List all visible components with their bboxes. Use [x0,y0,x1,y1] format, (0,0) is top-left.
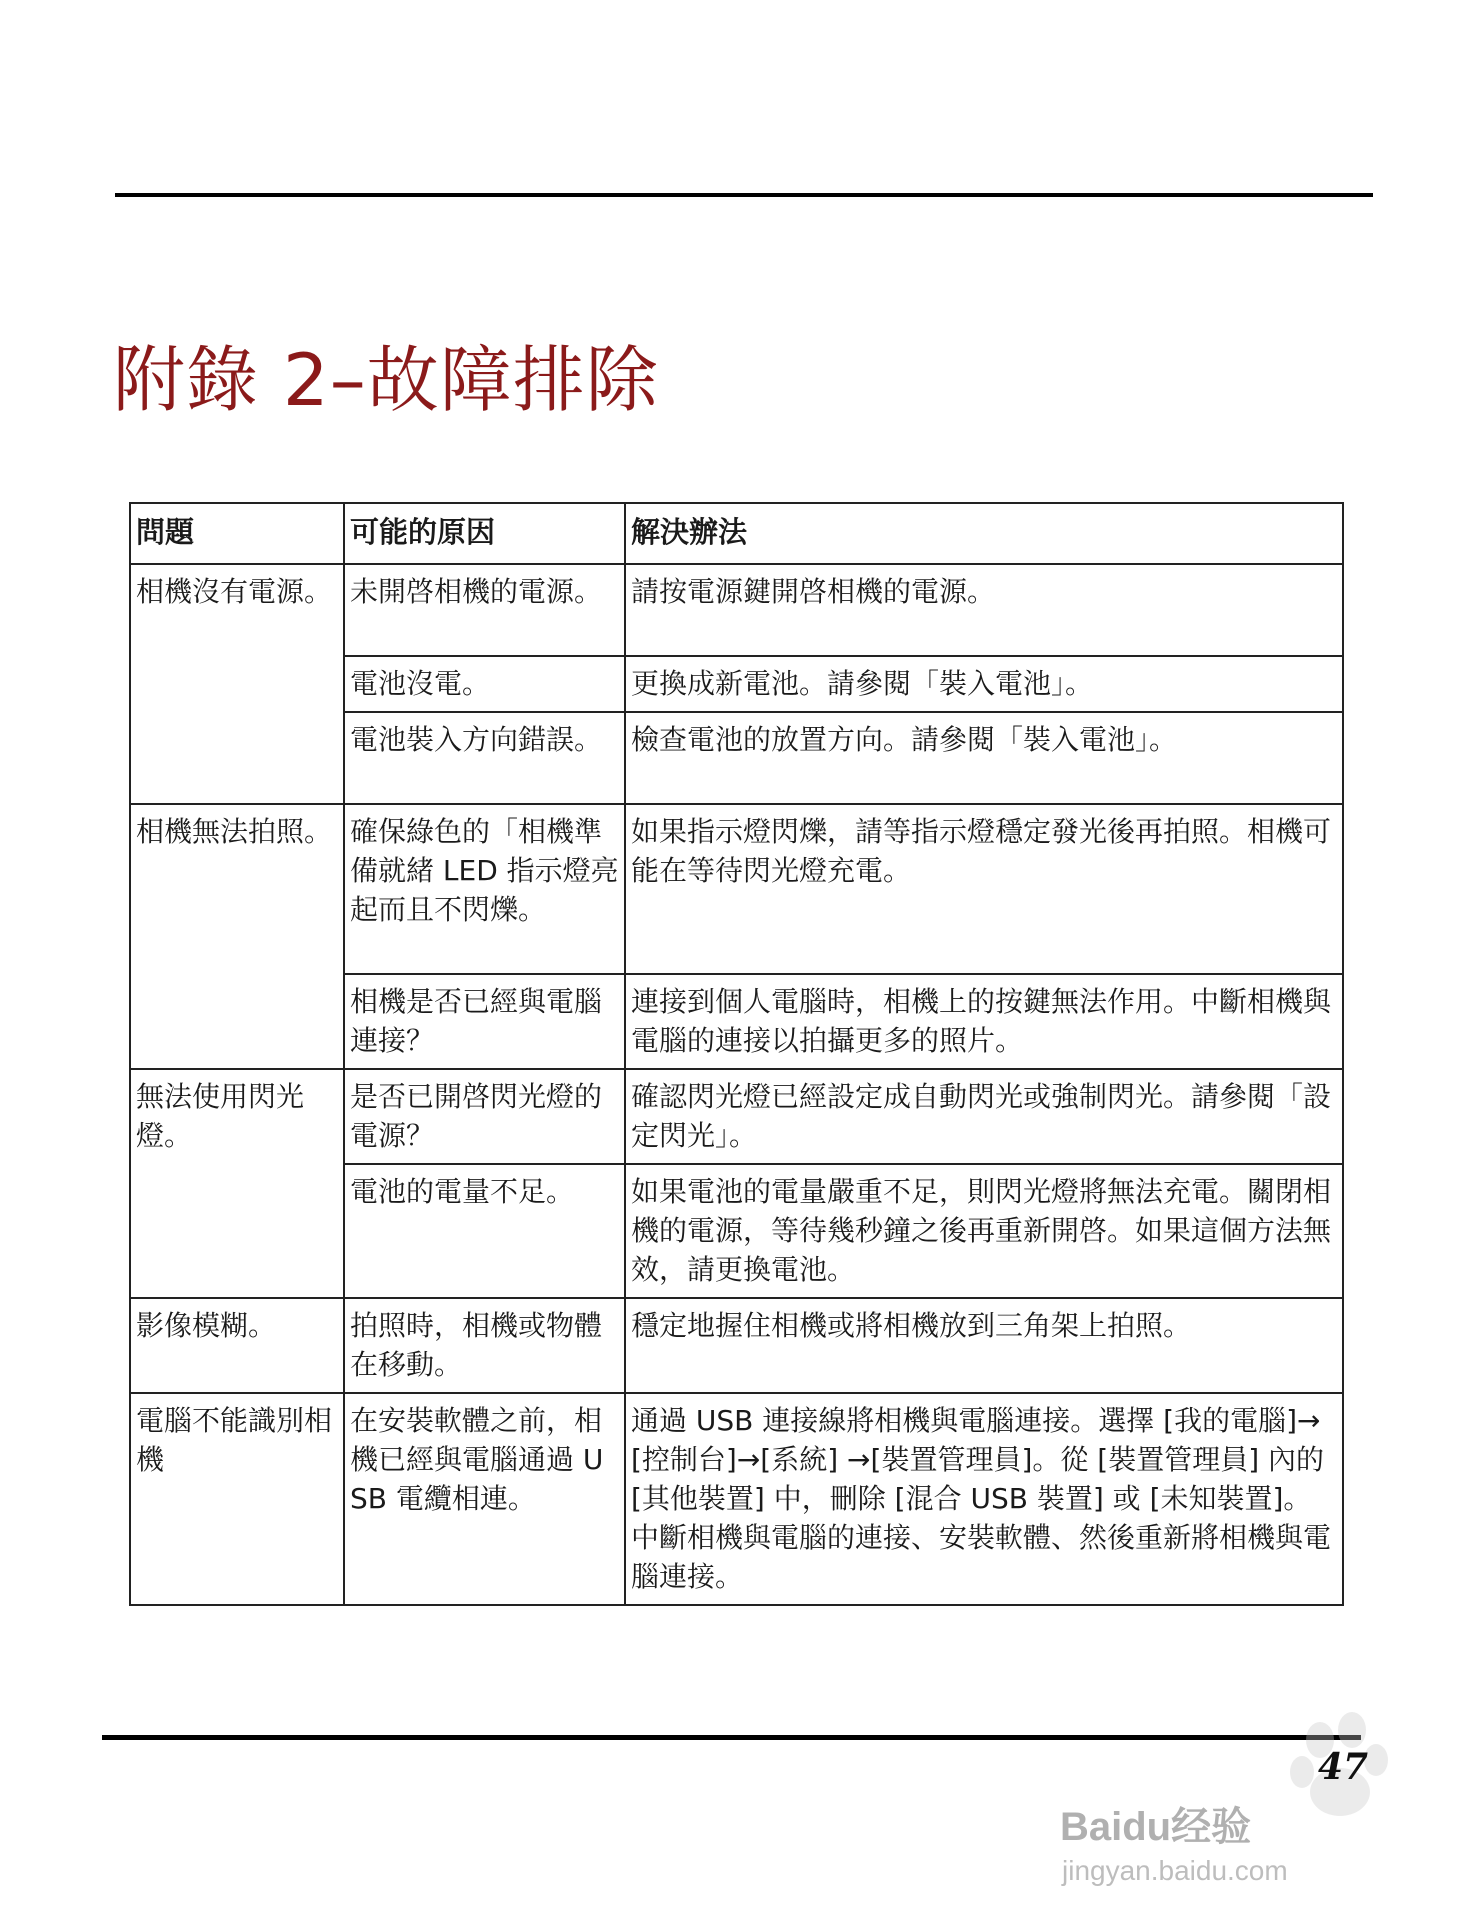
solution-cell: 確認閃光燈已經設定成自動閃光或強制閃光。請參閱「設定閃光」。 [625,1069,1343,1164]
solution-cell: 穩定地握住相機或將相機放到三角架上拍照。 [625,1298,1343,1393]
watermark-url: jingyan.baidu.com [1062,1855,1288,1886]
cause-cell: 拍照時，相機或物體在移動。 [344,1298,625,1393]
table-row [130,1393,1343,1605]
header-problem: 問題 [130,503,344,564]
table-row [130,1298,1343,1393]
cause-cell: 電池的電量不足。 [344,1164,625,1298]
problem-cell: 相機無法拍照。 [130,804,344,1069]
problem-cell: 電腦不能識別相機 [130,1393,344,1605]
problem-cell: 無法使用閃光燈。 [130,1069,344,1298]
problem-cell: 相機沒有電源。 [130,564,344,804]
cause-cell: 電池沒電。 [344,656,625,712]
header-solution: 解決辦法 [625,503,1343,564]
solution-cell: 連接到個人電腦時，相機上的按鍵無法作用。中斷相機與電腦的連接以拍攝更多的照片。 [625,974,1343,1069]
table-row [130,804,1343,974]
cause-cell: 電池裝入方向錯誤。 [344,712,625,804]
table-row [130,1069,1343,1164]
solution-cell: 請按電源鍵開啓相機的電源。 [625,564,1343,656]
solution-cell: 如果電池的電量嚴重不足，則閃光燈將無法充電。關閉相機的電源，等待幾秒鐘之後再重新開啓。如果這個方法無效，請更換電池。 [625,1164,1343,1298]
cause-cell: 相機是否已經與電腦連接？ [344,974,625,1069]
solution-cell: 檢查電池的放置方向。請參閱「裝入電池」。 [625,712,1343,804]
cause-cell: 確保綠色的「相機準備就緒 LED 指示燈亮起而且不閃爍。 [344,804,625,974]
header-rule [115,193,1373,197]
page-number: 47 [1318,1746,1369,1788]
cause-cell: 在安裝軟體之前，相機已經與電腦通過 USB 電纜相連。 [344,1393,625,1605]
solution-cell: 通過 USB 連接線將相機與電腦連接。選擇 [我的電腦]→[控制台]→[系統] →[裝置管理員]。從 [裝置管理員] 內的 [其他裝置] 中，刪除 [混合 USB 裝置] 或 [未知裝置]。中斷相機與電腦的連接、安裝軟體、然後重新將相機與電腦連接。 [625,1393,1343,1605]
cause-cell: 是否已開啓閃光燈的電源？ [344,1069,625,1164]
solution-cell: 更換成新電池。請參閱「裝入電池」。 [625,656,1343,712]
header-cause: 可能的原因 [344,503,625,564]
table-row [130,564,1343,656]
page-title: 附錄 2–故障排除 [113,338,659,422]
table-header-row [130,503,1343,564]
troubleshooting-table [129,502,1344,1606]
problem-cell: 影像模糊。 [130,1298,344,1393]
watermark-logo-text: Baidu经验 [1060,1805,1252,1849]
solution-cell: 如果指示燈閃爍，請等指示燈穩定發光後再拍照。相機可能在等待閃光燈充電。 [625,804,1343,974]
cause-cell: 未開啓相機的電源。 [344,564,625,656]
